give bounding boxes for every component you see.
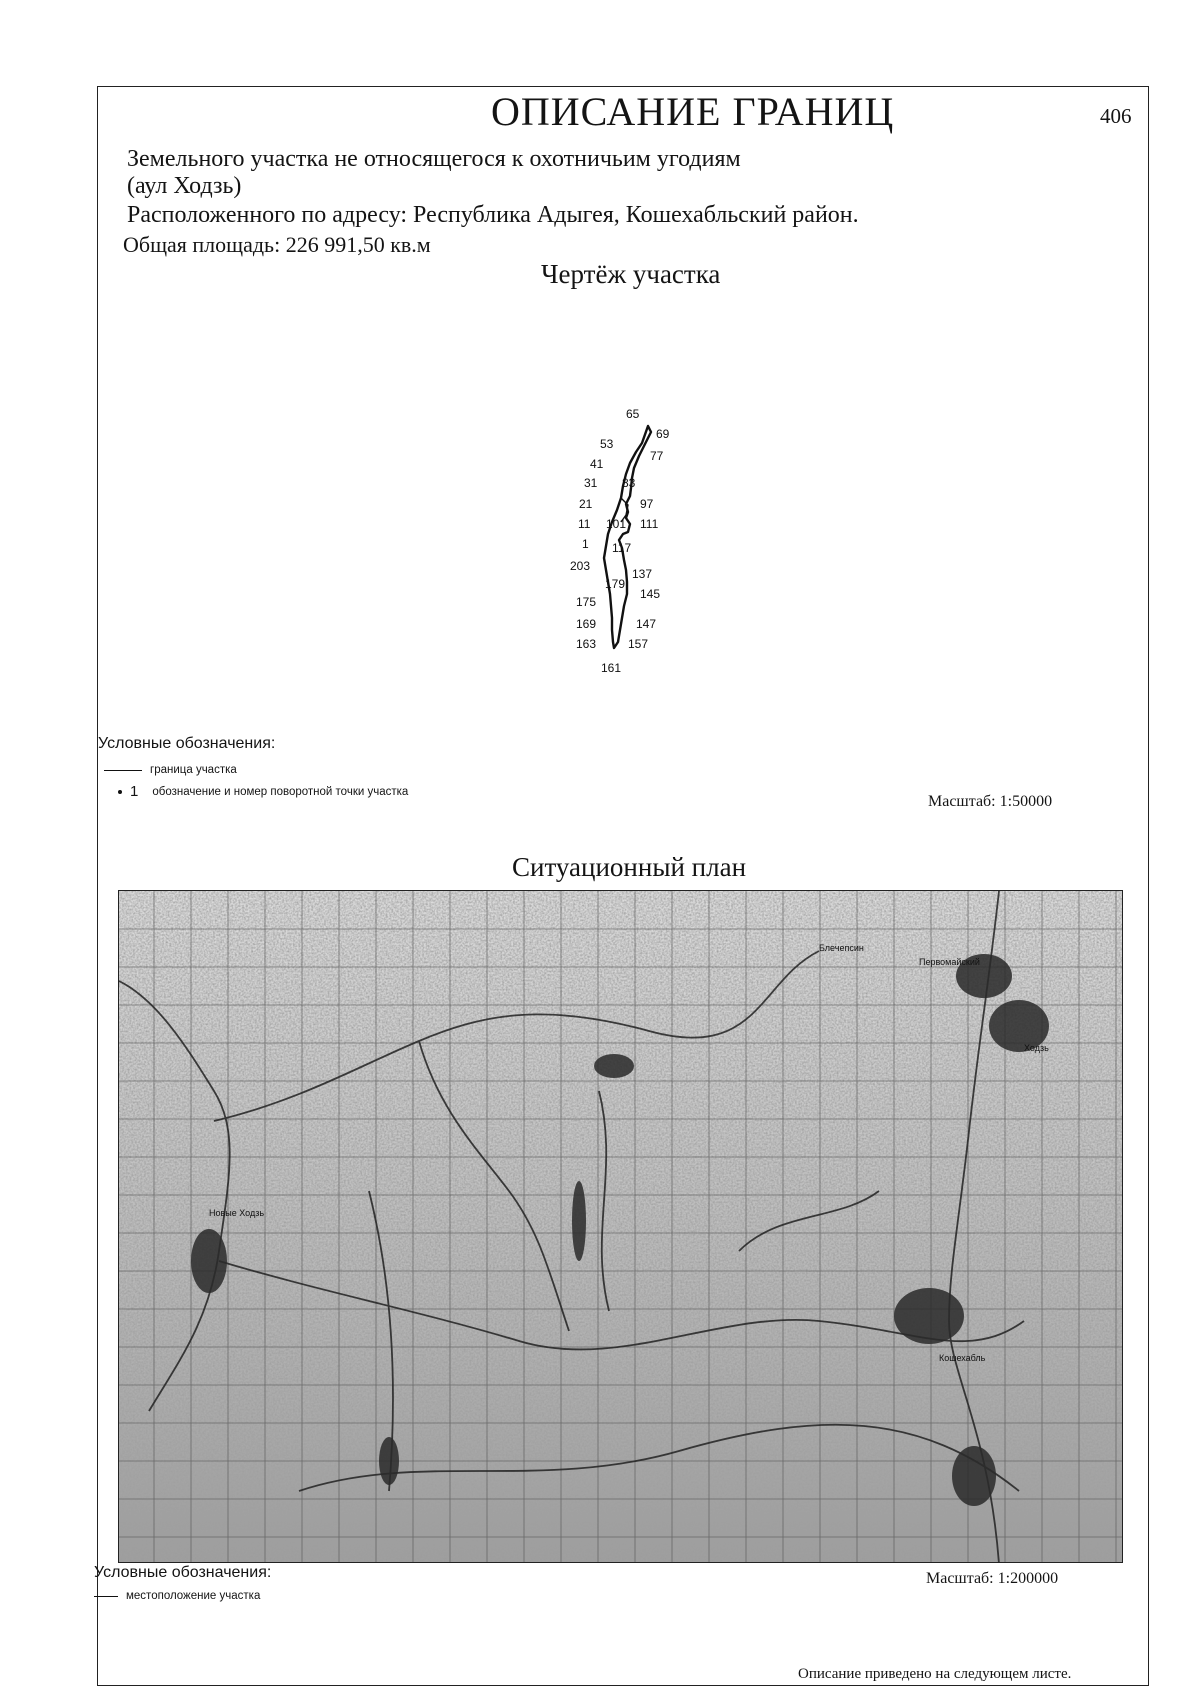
boundary-point-label: 11 xyxy=(578,517,591,531)
legend-heading: Условные обозначения: xyxy=(98,735,276,752)
boundary-point-label: 83 xyxy=(622,476,636,490)
boundary-point-label: 147 xyxy=(636,617,657,631)
situation-map xyxy=(118,890,1123,1563)
legend-location xyxy=(94,1590,260,1602)
boundary-point-label: 97 xyxy=(640,497,654,511)
legend-point-label: обозначение и номер поворотной точки участка xyxy=(152,785,409,798)
boundary-point-label: 69 xyxy=(656,427,670,441)
boundary-point-label: 179 xyxy=(605,577,626,591)
situation-scale: Масштаб: 1:200000 xyxy=(926,1570,1059,1587)
boundary-point-label: 1 xyxy=(582,537,589,551)
page-number: 406 xyxy=(1100,104,1132,128)
drawing-title: Чертёж участка xyxy=(541,259,721,289)
boundary-point-label: 137 xyxy=(632,567,653,581)
boundary-point-label: 175 xyxy=(576,595,597,609)
boundary-point-label: 169 xyxy=(576,617,597,631)
legend-boundary-label: граница участка xyxy=(150,764,237,776)
map-place-label: Блечепсин xyxy=(819,943,864,953)
situation-plan-title: Ситуационный план xyxy=(512,852,747,882)
area-line: Общая площадь: 226 991,50 кв.м xyxy=(123,232,431,257)
legend-point xyxy=(104,783,408,800)
map-place-label: Новые Ходзь xyxy=(209,1208,265,1218)
legend-point-number: 1 xyxy=(130,783,139,800)
address-line: Расположенного по адресу: Республика Адыгея, Кошехабльский район. xyxy=(127,202,859,228)
legend-location-label: местоположение участка xyxy=(126,1590,261,1602)
footer-note: Описание приведено на следующем листе. xyxy=(798,1666,1072,1682)
location-line-symbol xyxy=(94,1596,118,1597)
boundary-point-label: 31 xyxy=(584,476,598,490)
boundary-point-label: 77 xyxy=(650,449,664,463)
boundary-point-label: 41 xyxy=(590,457,604,471)
boundary-point-label: 53 xyxy=(600,437,614,451)
situation-legend-heading: Условные обозначения: xyxy=(94,1564,272,1581)
document-title: ОПИСАНИЕ ГРАНИЦ xyxy=(491,89,895,134)
boundary-point-label: 161 xyxy=(601,661,622,675)
boundary-point-label: 21 xyxy=(579,497,593,511)
boundary-point-label: 101 xyxy=(606,517,627,531)
boundary-point-label: 111 xyxy=(640,517,659,531)
boundary-point-label: 117 xyxy=(612,541,632,555)
boundary-point-label: 163 xyxy=(576,637,597,651)
map-place-label: Кошехабль xyxy=(939,1353,986,1363)
boundary-point-label: 145 xyxy=(640,587,661,601)
legend-boundary xyxy=(104,764,237,776)
map-place-label: Ходзь xyxy=(1024,1043,1049,1053)
drawing-scale: Масштаб: 1:50000 xyxy=(928,793,1053,810)
boundary-line-symbol xyxy=(104,770,142,771)
boundary-point-label: 157 xyxy=(628,637,649,651)
subject-line: Земельного участка не относящегося к охотничьим угодиям xyxy=(127,146,741,172)
point-dot-symbol xyxy=(118,790,122,794)
map-place-label: Первомайский xyxy=(919,957,980,967)
boundary-point-label: 203 xyxy=(570,559,591,573)
boundary-point-label: 65 xyxy=(626,407,640,421)
village-line: (аул Ходзь) xyxy=(127,173,242,199)
